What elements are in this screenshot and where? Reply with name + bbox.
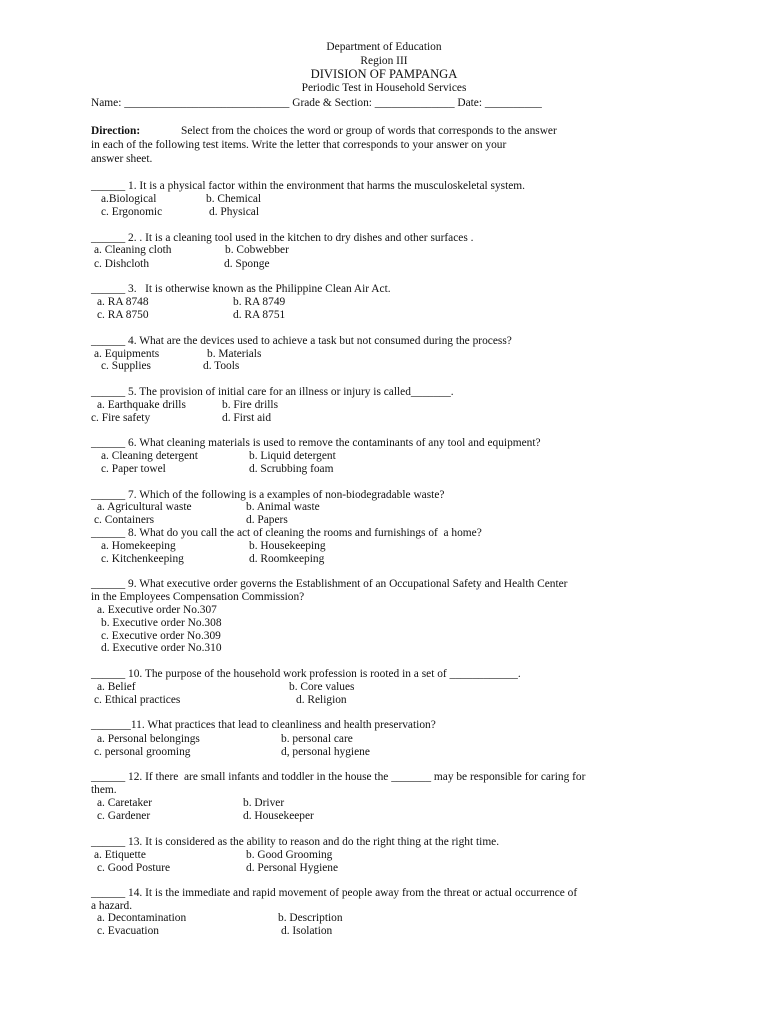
choice-c: c. Containers — [94, 514, 155, 526]
choice-b: b. Animal waste — [246, 501, 320, 513]
question-text: ______ 12. If there are small infants and toddler in the house the _______ may be responsible for caring for — [91, 771, 586, 783]
choice-c: c. Paper towel — [101, 463, 166, 475]
choice-a: a. Equipments — [94, 348, 160, 360]
question-text: ______ 2. . It is a cleaning tool used in the kitchen to dry dishes and other surfaces . — [91, 232, 474, 244]
choice-d: d. Executive order No.310 — [101, 642, 222, 654]
choice-c: c. Gardener — [97, 810, 151, 822]
choice-a: a.Biological — [101, 193, 157, 205]
choice-d: d. Papers — [246, 514, 288, 526]
direction-text-line: in each of the following test items. Write the letter that corresponds to your answer on your — [91, 139, 507, 151]
question-text: ______ 13. It is considered as the ability to reason and do the right thing at the right time. — [91, 836, 500, 848]
question-text: _______11. What practices that lead to cleanliness and health preservation? — [91, 719, 436, 731]
question-text: ______ 3. It is otherwise known as the Philippine Clean Air Act. — [91, 283, 391, 295]
header-division: DIVISION OF PAMPANGA — [310, 67, 458, 81]
choice-a: a. Executive order No.307 — [97, 604, 217, 616]
question-text-continued: in the Employees Compensation Commission? — [91, 591, 305, 603]
question-text: ______ 10. The purpose of the household work profession is rooted in a set of ____________. — [91, 668, 521, 680]
choice-b: b. Housekeeping — [249, 540, 326, 552]
choice-b: b. Liquid detergent — [249, 450, 336, 462]
choice-a: a. Earthquake drills — [97, 399, 186, 411]
choice-c: c. Fire safety — [91, 412, 151, 424]
choice-d: d, personal hygiene — [281, 746, 370, 758]
choice-c: c. Executive order No.309 — [101, 630, 221, 642]
question-text-continued: a hazard. — [91, 900, 133, 912]
choice-d: d. Isolation — [281, 925, 333, 937]
question-text: ______ 1. It is a physical factor within the environment that harms the musculoskeletal system. — [91, 180, 526, 192]
choice-b: b. Executive order No.308 — [101, 617, 222, 629]
header-region: Region III — [360, 55, 408, 67]
choice-c: c. Ethical practices — [94, 694, 181, 706]
choice-c: c. personal grooming — [94, 746, 191, 758]
choice-b: b. Driver — [243, 797, 285, 809]
choice-b: b. Fire drills — [222, 399, 279, 411]
student-info-line: Name: _____________________________ Grade & Section: ______________ Date: __________ — [91, 97, 542, 109]
choice-c: c. Good Posture — [97, 862, 171, 874]
question-text-continued: them. — [91, 784, 117, 796]
choice-d: d. Tools — [203, 360, 240, 372]
choice-b: b. Core values — [289, 681, 355, 693]
question-text: ______ 4. What are the devices used to achieve a task but not consumed during the process? — [91, 335, 512, 347]
choice-d: d. RA 8751 — [233, 309, 286, 321]
choice-a: a. Personal belongings — [97, 733, 200, 745]
choice-a: a. Homekeeping — [101, 540, 176, 552]
choice-d: d. First aid — [222, 412, 272, 424]
choice-b: b. RA 8749 — [233, 296, 286, 308]
choice-d: d. Personal Hygiene — [246, 862, 339, 874]
choice-b: b. Description — [278, 912, 343, 924]
choice-c: c. Evacuation — [97, 925, 159, 937]
question-text: ______ 5. The provision of initial care for an illness or injury is called_______. — [91, 386, 454, 398]
choice-c: c. Supplies — [101, 360, 151, 372]
direction-label: Direction: — [91, 125, 141, 137]
choice-d: d. Roomkeeping — [249, 553, 325, 565]
direction-text-line: answer sheet. — [91, 153, 153, 165]
choice-a: a. Etiquette — [94, 849, 146, 861]
choice-d: d. Physical — [209, 206, 259, 218]
choice-c: c. Ergonomic — [101, 206, 163, 218]
choice-d: d. Religion — [296, 694, 347, 706]
header-test-title: Periodic Test in Household Services — [301, 82, 467, 94]
choice-b: b. Materials — [207, 348, 262, 360]
choice-a: a. Decontamination — [97, 912, 187, 924]
choice-b: b. Good Grooming — [246, 849, 333, 861]
choice-a: a. Agricultural waste — [97, 501, 192, 513]
question-text: ______ 9. What executive order governs the Establishment of an Occupational Safety and Health Center — [91, 578, 568, 590]
question-text: ______ 7. Which of the following is a examples of non-biodegradable waste? — [91, 489, 445, 501]
question-text: ______ 6. What cleaning materials is used to remove the contaminants of any tool and equipment? — [91, 437, 541, 449]
choice-c: c. Kitchenkeeping — [101, 553, 184, 565]
direction-text-line: Select from the choices the word or group of words that corresponds to the answer — [181, 125, 557, 137]
choice-d: d. Housekeeper — [243, 810, 314, 822]
header-department: Department of Education — [326, 41, 442, 53]
choice-a: a. Caretaker — [97, 797, 153, 809]
choice-b: b. personal care — [281, 733, 353, 745]
choice-a: a. Cleaning detergent — [101, 450, 198, 462]
question-text: ______ 8. What do you call the act of cleaning the rooms and furnishings of a home? — [91, 527, 482, 539]
choice-d: d. Sponge — [224, 258, 270, 270]
choice-c: c. RA 8750 — [97, 309, 149, 321]
choice-d: d. Scrubbing foam — [249, 463, 334, 475]
choice-b: b. Cobwebber — [225, 244, 289, 256]
choice-c: c. Dishcloth — [94, 258, 150, 270]
choice-b: b. Chemical — [206, 193, 262, 205]
choice-a: a. RA 8748 — [97, 296, 149, 308]
question-text: ______ 14. It is the immediate and rapid movement of people away from the threat or actual occurrence of — [91, 887, 578, 899]
choice-a: a. Cleaning cloth — [94, 244, 172, 256]
choice-a: a. Belief — [97, 681, 136, 693]
